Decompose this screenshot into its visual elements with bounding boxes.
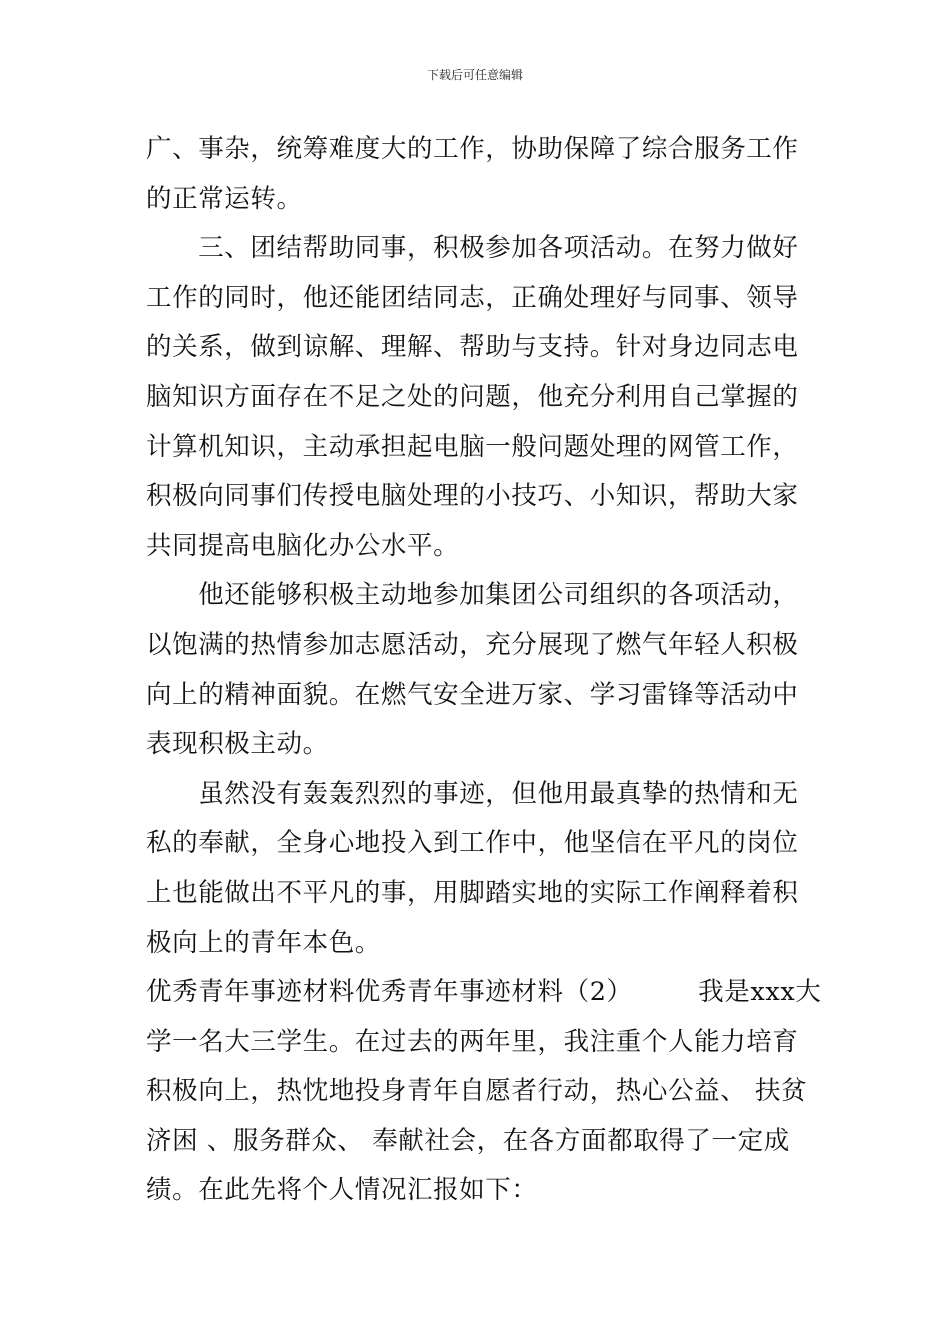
text-line: 的正常运转。 <box>146 183 303 214</box>
text-line: 绩。在此先将个人情况汇报如下： <box>146 1175 538 1206</box>
document-body <box>146 125 822 1216</box>
text-line: 以饱满的热情参加志愿活动，充分展现了燃气年轻人积极 <box>146 629 799 660</box>
text-line: 私的奉献，全身心地投入到工作中，他坚信在平凡的岗位 <box>146 828 799 859</box>
text-line: 学一名大三学生。在过去的两年里，我注重个人能力培育 <box>146 1026 799 1057</box>
text-line: 优秀青年事迹材料优秀青年事迹材料（2） 我是xxx大 <box>146 977 822 1008</box>
text-line: 广、事杂，统筹难度大的工作，协助保障了综合服务工作 <box>146 134 799 164</box>
text-line: 虽然没有轰轰烈烈的事迹，但他用最真挚的热情和无 <box>146 778 799 809</box>
text-line: 他还能够积极主动地参加集团公司组织的各项活动， <box>146 580 799 611</box>
text-line: 济困 、服务群众、 奉献社会，在各方面都取得了一定成 <box>146 1125 790 1156</box>
text-line: 三、团结帮助同事，积极参加各项活动。在努力做好 <box>146 233 799 264</box>
text-line: 脑知识方面存在不足之处的问题，他充分利用自己掌握的 <box>146 381 799 412</box>
text-line: 向上的精神面貌。在燃气安全进万家、学习雷锋等活动中 <box>146 679 799 710</box>
text-line: 共同提高电脑化办公水平。 <box>146 530 460 561</box>
text-line: 的关系，做到谅解、理解、帮助与支持。针对身边同志电 <box>146 332 799 363</box>
text-line: 积极向上，热忱地投身青年自愿者行动，热心公益、 扶贫 <box>146 1076 808 1107</box>
text-line: 极向上的青年本色。 <box>146 927 381 958</box>
page-header: 下载后可任意编辑 <box>426 68 523 82</box>
text-line: 计算机知识，主动承担起电脑一般问题处理的网管工作， <box>146 431 799 462</box>
text-line: 表现积极主动。 <box>146 729 329 760</box>
text-line: 积极向同事们传授电脑处理的小技巧、小知识，帮助大家 <box>146 481 799 512</box>
text-line: 上也能做出不平凡的事，用脚踏实地的实际工作阐释着积 <box>146 877 799 908</box>
text-line: 工作的同时，他还能团结同志，正确处理好与同事、领导 <box>146 282 799 313</box>
